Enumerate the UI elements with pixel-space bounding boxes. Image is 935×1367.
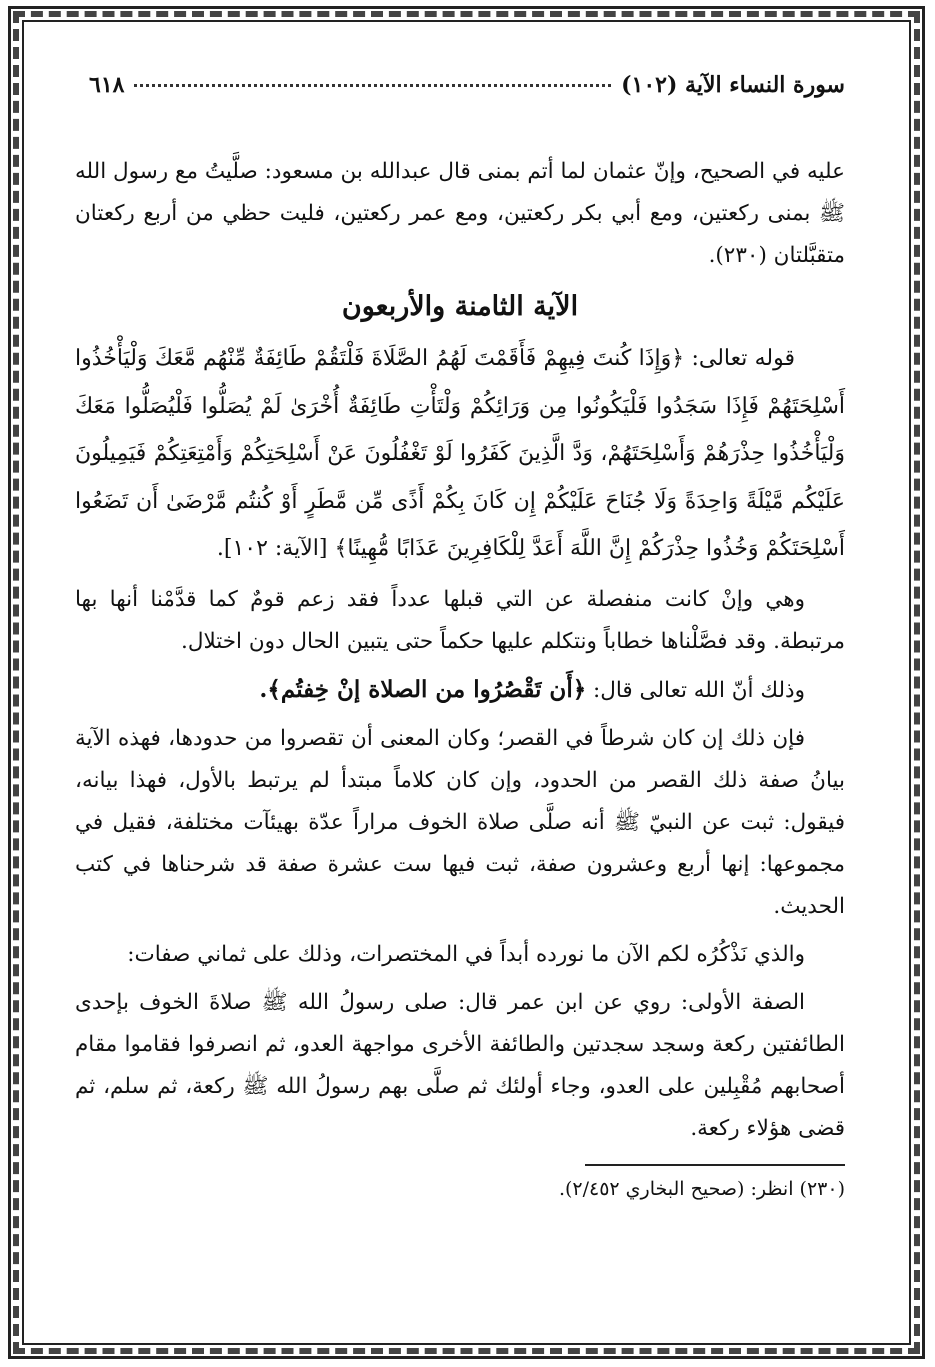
paragraph-6: الصفة الأولى: روي عن ابن عمر قال: صلى رسولُ الله ﷺ صلاةَ الخوف بإحدى الطائفتين ركعة وسجد سجدتين والطائفة الأخرى مواجهة العدو، ثم انصرفوا فقاموا مقام أصحابهم مُقْبِلين على العدو، وجاء أولئك ثم صلَّى بهم رسولُ الله ﷺ ركعة، ثم سلم، ثم قضى هؤلاء ركعة. <box>75 989 845 1141</box>
page-content <box>75 65 845 1335</box>
paragraph-3 <box>75 669 845 712</box>
paragraph-2: وهي وإنْ كانت منفصلة عن التي قبلها عدداً فقد زعم قومٌ كما قدَّمْنا أنها بها مرتبطة. وقد فصَّلْناها خطاباً ونتكلم عليها حكماً حتى يتبين الحال دون اختلال. <box>75 586 845 654</box>
footnote: (٢٣٠) انظر: (صحيح البخاري ٢/٤٥٢). <box>558 1177 845 1200</box>
paragraph-4: فإن ذلك إن كان شرطاً في القصر؛ وكان المعنى أن تقصروا من حدودها، فهذه الآية بيانُ صفة ذلك القصر من الحدود، وإن كان كلاماً مبتدأ لم يرتبط بالأول، فهذا بيانه، فيقول: ثبت عن النبيّ ﷺ أنه صلَّى صلاة الخوف مراراً عدّة بهيئآت مختلفة، فقيل في مجموعها: إنها أربع وعشرون صفة، ثبت فيها ست عشرة صفة قد شرحناها في كتب الحديث. <box>75 725 845 919</box>
page-header <box>75 65 845 105</box>
paragraph-3-prefix: وذلك أنّ الله تعالى قال: <box>586 677 805 703</box>
footnote-rule <box>585 1164 845 1166</box>
quran-verse-paragraph: قوله تعالى: ﴿وَإِذَا كُنتَ فِيهِمْ فَأَقَمْتَ لَهُمُ الصَّلَاةَ فَلْتَقُمْ طَائِفَةٌ مِّنْهُم مَّعَكَ وَلْيَأْخُذُوا أَسْلِحَتَهُمْ فَإِذَا سَجَدُوا فَلْيَكُونُوا مِن وَرَائِكُمْ وَلْتَأْتِ طَائِفَةٌ أُخْرَىٰ لَمْ يُصَلُّوا فَلْيُصَلُّوا مَعَكَ وَلْيَأْخُذُوا حِذْرَهُمْ وَأَسْلِحَتَهُمْ، وَدَّ الَّذِينَ كَفَرُوا لَوْ تَغْفُلُونَ عَنْ أَسْلِحَتِكُمْ وَأَمْتِعَتِكُمْ فَيَمِيلُونَ عَلَيْكُم مَّيْلَةً وَاحِدَةً وَلَا جُنَاحَ عَلَيْكُمْ إِن كَانَ بِكُمْ أَذًى مِّن مَّطَرٍ أَوْ كُنتُم مَّرْضَىٰ أَن تَضَعُوا أَسْلِحَتَكُمْ وَخُذُوا حِذْرَكُمْ إِنَّ اللَّهَ أَعَدَّ لِلْكَافِرِينَ عَذَابًا مُّهِينًا﴾ [الآية: ١٠٢]. <box>75 346 845 561</box>
quoted-verse: ﴿أَن تَقْصُرُوا من الصلاة إنْ خِفتُم﴾. <box>259 675 587 703</box>
page-number: ٦١٨ <box>89 72 125 98</box>
running-title: سورة النساء الآية (١٠٢) <box>621 72 845 98</box>
section-heading: الآية الثامنة والأربعون <box>341 291 579 322</box>
paragraph-1: عليه في الصحيح، وإنّ عثمان لما أتم بمنى قال عبدالله بن مسعود: صلَّيتُ مع رسول الله ﷺ بمنى ركعتين، ومع أبي بكر ركعتين، ومع عمر ركعتين، فليت حظي من أربع ركعتان متقبَّلتان (٢٣٠). <box>75 159 845 268</box>
paragraph-5: والذي نَذْكُرُه لكم الآن ما نورده أبداً في المختصرات، وذلك على ثماني صفات: <box>127 941 805 967</box>
header-leader-dots <box>134 84 611 87</box>
